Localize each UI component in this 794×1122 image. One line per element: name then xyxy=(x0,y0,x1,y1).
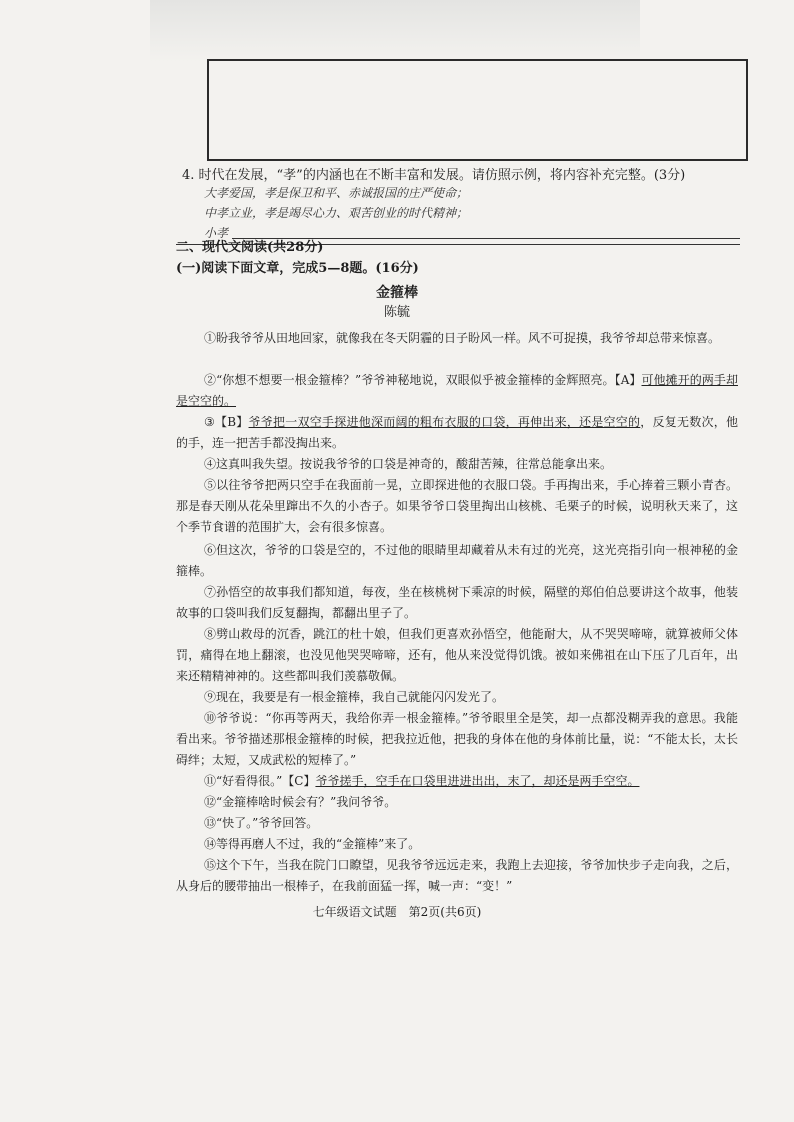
paragraph-10: ⑩爷爷说：“你再等两天，我给你弄一根金箍棒。”爷爷眼里全是笑，却一点都没糊弄我的意思。我能看出来。爷爷描述那根金箍棒的时候，把我拉近他，把我的身体在他的身体前比量，说：“不能太长，太长碍绊；太短，又成武松的短棒了。” xyxy=(176,711,738,767)
underlined-sentence-b: 爷爷把一双空手探进他深而阔的粗布衣服的口袋，再伸出来，还是空空的 xyxy=(248,415,641,429)
article-author: 陈毓 xyxy=(383,305,410,320)
paragraph-1: ①盼我爷爷从田地回家，就像我在冬天阴霾的日子盼风一样。风不可捉摸，我爷爷却总带来惊喜。 xyxy=(204,331,721,345)
paragraph-13: ⑬“快了。”爷爷回答。 xyxy=(204,816,319,830)
paragraph-2: ②“你想不想要一根金箍棒？”爷爷神秘地说，双眼似乎被金箍棒的金辉照亮。【A】可他摊开的两手却是空空的。 xyxy=(176,373,738,408)
example-line-1: 大孝爱国，孝是保卫和平、赤诚报国的庄严使命； xyxy=(204,186,469,200)
paragraph-12: ⑫“金箍棒啥时候会有？”我问爷爷。 xyxy=(204,795,397,809)
paragraph-5: ⑤以往爷爷把两只空手在我面前一晃，立即探进他的衣服口袋。手再掏出来，手心捧着三颗小青杏。那是春天刚从花朵里蹿出不久的小杏子。如果爷爷口袋里掏出山核桃、毛栗子的时候，说明秋天来了，这个季节食谱的范围扩大，会有很多惊喜。 xyxy=(176,478,738,534)
page-footer: 七年级语文试题 第2页(共6页) xyxy=(312,905,482,919)
underlined-sentence-a: 可他摊开的两手却是空空的。 xyxy=(176,373,738,408)
subsection-title: (一)阅读下面文章，完成5—8题。(16分) xyxy=(176,261,419,276)
question-4 xyxy=(182,164,685,183)
paragraph-4: ④这真叫我失望。按说我爷爷的口袋是神奇的，酸甜苦辣，往常总能拿出来。 xyxy=(204,457,613,471)
scan-shadow xyxy=(150,0,640,62)
section-title: 二、现代文阅读(共28分) xyxy=(176,240,324,255)
answer-box[interactable] xyxy=(207,59,748,161)
paragraph-9: ⑨现在，我要是有一根金箍棒，我自己就能闪闪发光了。 xyxy=(204,690,505,704)
underlined-sentence-c: 爷爷搓手，空手在口袋里进进出出，末了，却还是两手空空。 xyxy=(315,774,640,788)
answer-blank-label: 小孝 xyxy=(204,226,229,240)
paragraph-3: ③【B】爷爷把一双空手探进他深而阔的粗布衣服的口袋，再伸出来，还是空空的，反复无数次，他的手，连一把苦手都没掏出来。 xyxy=(176,415,738,450)
paragraph-7: ⑦孙悟空的故事我们都知道，每夜，坐在核桃树下乘凉的时候，隔壁的郑伯伯总要讲这个故事，他装故事的口袋叫我们反复翻掏，都翻出里子了。 xyxy=(176,585,738,620)
paragraph-15: ⑮这个下午，当我在院门口瞭望，见我爷爷远远走来，我跑上去迎接，爷爷加快步子走向我，之后，从身后的腰带抽出一根棒子，在我前面猛一挥，喊一声：“变！” xyxy=(176,858,738,893)
paragraph-14: ⑭等得再磨人不过，我的“金箍棒”来了。 xyxy=(204,837,421,851)
paragraph-8: ⑧劈山救母的沉香，跳江的杜十娘，但我们更喜欢孙悟空，他能耐大，从不哭哭啼啼，就算被师父体罚，痛得在地上翻滚，也没见他哭哭啼啼，还有，他从来没觉得饥饿。被如来佛祖在山下压了几百年，出来还精精神神的。这些都叫我们羡慕敬佩。 xyxy=(176,627,738,683)
article-title: 金箍棒 xyxy=(376,285,418,301)
paragraph-6: ⑥但这次，爷爷的口袋是空的，不过他的眼睛里却藏着从未有过的光亮，这光亮指引向一根神秘的金箍棒。 xyxy=(176,543,738,578)
example-line-2: 中孝立业，孝是竭尽心力、艰苦创业的时代精神； xyxy=(204,206,469,220)
paragraph-11: ⑪“好看得很。”【C】爷爷搓手，空手在口袋里进进出出，末了，却还是两手空空。 xyxy=(204,774,640,788)
question-4-stem: 4. 时代在发展，“孝”的内涵也在不断丰富和发展。请仿照示例，将内容补充完整。(3分) xyxy=(182,168,686,183)
